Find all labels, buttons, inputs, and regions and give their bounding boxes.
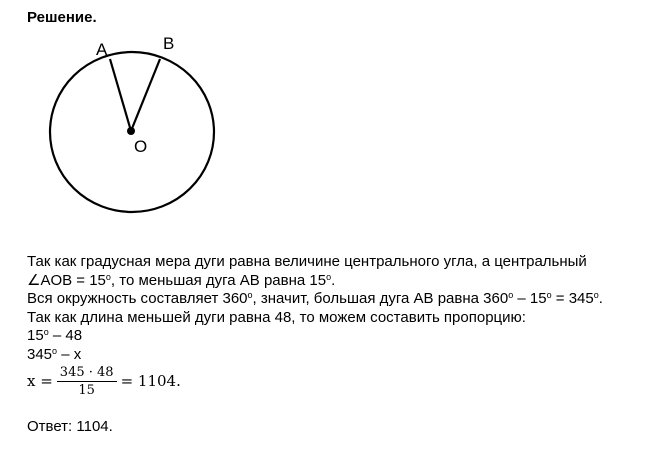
fraction-numerator: 345 · 48 [57, 365, 117, 382]
center-point-o [127, 127, 135, 135]
solution-heading: Решение. [27, 9, 97, 26]
degree-sup: o [43, 327, 49, 338]
text-fragment: Так как длина меньшей дуги равна 48, то можем составить пропорцию: [27, 308, 526, 326]
text-fragment: – x [57, 345, 82, 363]
text-line-1 [27, 253, 663, 272]
proportion-formula [27, 362, 181, 400]
fraction-denominator: 15 [78, 382, 95, 398]
label-a: A [96, 40, 108, 59]
text-fragment: ∠AOB = 15 [27, 271, 106, 289]
text-fragment: . [598, 290, 603, 308]
text-fragment: 345 [27, 345, 53, 363]
text-line-3 [27, 290, 663, 309]
label-o: O [134, 137, 148, 156]
degree-sup: o [52, 345, 58, 356]
radius-ob [131, 59, 160, 131]
degree-sup: o [593, 290, 599, 301]
radius-oa [110, 59, 131, 131]
text-line-2 [27, 272, 663, 291]
degree-sup: o [326, 271, 332, 282]
text-fragment: , значит, большая дуга AB равна 360 [252, 290, 509, 308]
text-fragment: , то меньшая дуга AB равна 15 [110, 271, 327, 289]
formula-lhs: x = [27, 372, 53, 390]
text-fragment: 15 [27, 327, 44, 345]
text-fragment: – 15 [513, 290, 547, 308]
label-b: B [163, 34, 175, 53]
text-line-5 [27, 327, 663, 346]
text-line-4 [27, 309, 663, 328]
formula-fraction [57, 365, 117, 398]
degree-sup: o [508, 290, 514, 301]
text-fragment: – 48 [48, 327, 83, 345]
text-fragment: . [331, 271, 336, 289]
degree-sup: o [546, 290, 552, 301]
answer-text: Ответ: 1104. [27, 418, 113, 435]
text-fragment: = 345 [551, 290, 594, 308]
degree-sup: o [247, 290, 253, 301]
text-fragment: Вся окружность составляет 360 [27, 290, 248, 308]
text-fragment: Так как градусная мера дуги равна величине центрального угла, а центральный [27, 253, 587, 270]
solution-text [27, 253, 663, 365]
formula-rhs: = 1104. [120, 372, 181, 390]
degree-sup: o [105, 271, 111, 282]
